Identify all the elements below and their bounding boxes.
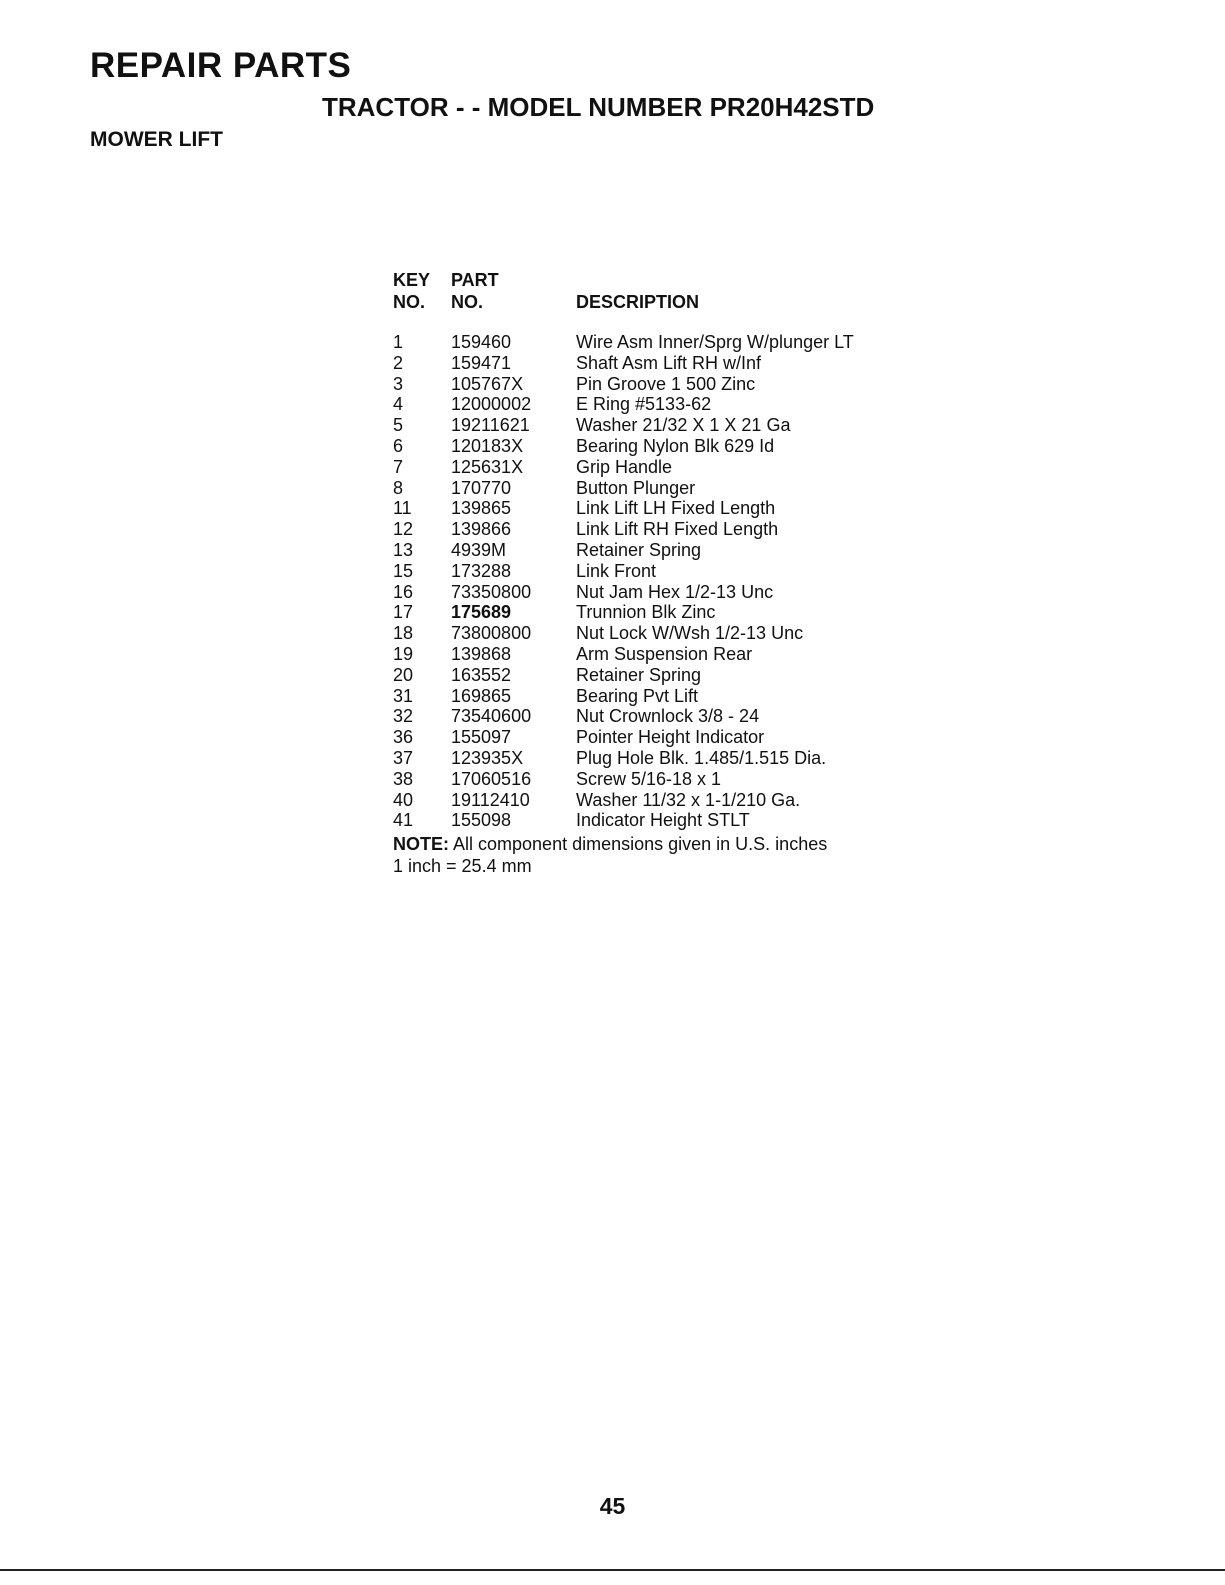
part-description: Pointer Height Indicator [576,727,765,748]
part-number: 73540600 [451,706,532,727]
part-number: 4939M [451,539,507,560]
part-number: 19211621 [451,415,530,436]
part-description: Wire Asm Inner/Sprg W/plunger LT [576,332,854,352]
part-description: Link Lift RH Fixed Length [576,519,779,540]
part-number: 139868 [451,643,512,664]
part-description: Washer 21/32 X 1 X 21 Ga [576,415,791,436]
note-text: All component dimensions given in U.S. inches [453,834,828,854]
part-description: Link Lift LH Fixed Length [576,498,776,519]
part-number: 17060516 [451,768,532,789]
part-description: Plug Hole Blk. 1.485/1.515 Dia. [576,747,827,768]
part-number: 120183X [451,435,524,456]
key-number: 2 [393,352,404,373]
key-number: 4 [393,394,404,415]
section-title: MOWER LIFT [90,128,223,151]
key-number: 5 [393,415,404,436]
part-number: 73800800 [451,623,532,644]
part-number: 139866 [451,519,512,540]
part-number: 139865 [451,498,512,519]
key-number: 15 [393,560,414,581]
key-number: 18 [393,623,414,644]
model-title: TRACTOR - - MODEL NUMBER PR20H42STD [322,92,875,122]
description-header: DESCRIPTION [576,292,700,312]
page-number: 45 [599,1493,626,1519]
key-number: 36 [393,727,414,748]
part-number: 175689 [451,602,512,623]
key-number: 1 [393,332,404,352]
part-number: 19112410 [451,789,530,810]
note-label: NOTE: [393,834,449,854]
part-number: 123935X [451,747,524,768]
part-number: 155098 [451,810,512,831]
key-number: 32 [393,706,414,727]
key-header-line1: KEY [393,270,431,290]
part-description: Trunnion Blk Zinc [576,602,716,623]
part-description: Arm Suspension Rear [576,643,753,664]
part-description: Screw 5/16-18 x 1 [576,768,722,789]
part-number: 125631X [451,456,524,477]
key-number: 19 [393,643,414,664]
key-number: 13 [393,539,414,560]
key-number: 3 [393,373,404,394]
part-number: 173288 [451,560,512,581]
key-number: 11 [393,498,412,519]
part-header-line1: PART [451,270,499,290]
part-description: Bearing Pvt Lift [576,685,699,706]
part-description: Shaft Asm Lift RH w/Inf [576,352,762,373]
part-description: Bearing Nylon Blk 629 Id [576,435,775,456]
part-description: Link Front [576,560,657,581]
key-number: 16 [393,581,414,602]
part-header-line2: NO. [451,292,484,312]
part-description: Washer 11/32 x 1-1/210 Ga. [576,789,801,810]
key-number: 17 [393,602,414,623]
part-description: Grip Handle [576,456,673,477]
part-description: Nut Crownlock 3/8 - 24 [576,706,760,727]
unit-conversion: 1 inch = 25.4 mm [393,856,532,876]
part-number: 169865 [451,685,512,706]
bottom-rule [0,1569,1225,1571]
key-number: 41 [393,810,414,831]
key-number: 6 [393,435,404,456]
note [393,833,827,877]
part-number: 73350800 [451,581,532,602]
part-number: 12000002 [451,394,532,415]
part-description: Nut Lock W/Wsh 1/2-13 Unc [576,623,804,644]
part-description: Pin Groove 1 500 Zinc [576,373,756,394]
key-number: 40 [393,789,414,810]
part-number: 105767X [451,373,524,394]
key-number: 20 [393,664,414,685]
part-description: E Ring #5133-62 [576,394,712,415]
key-number: 31 [393,685,414,706]
key-number: 12 [393,519,414,540]
part-description: Retainer Spring [576,664,702,685]
key-number: 38 [393,768,414,789]
key-number: 37 [393,747,414,768]
part-number: 159471 [451,352,512,373]
part-number: 159460 [451,332,512,352]
part-number: 155097 [451,727,512,748]
part-number: 170770 [451,477,512,498]
key-number: 7 [393,456,404,477]
page-title: REPAIR PARTS [90,46,352,85]
part-description: Nut Jam Hex 1/2-13 Unc [576,581,774,602]
part-description: Indicator Height STLT [576,810,750,831]
key-header-line2: NO. [393,292,426,312]
part-number: 163552 [451,664,512,685]
part-description: Button Plunger [576,477,696,498]
part-description: Retainer Spring [576,539,702,560]
key-number: 8 [393,477,404,498]
